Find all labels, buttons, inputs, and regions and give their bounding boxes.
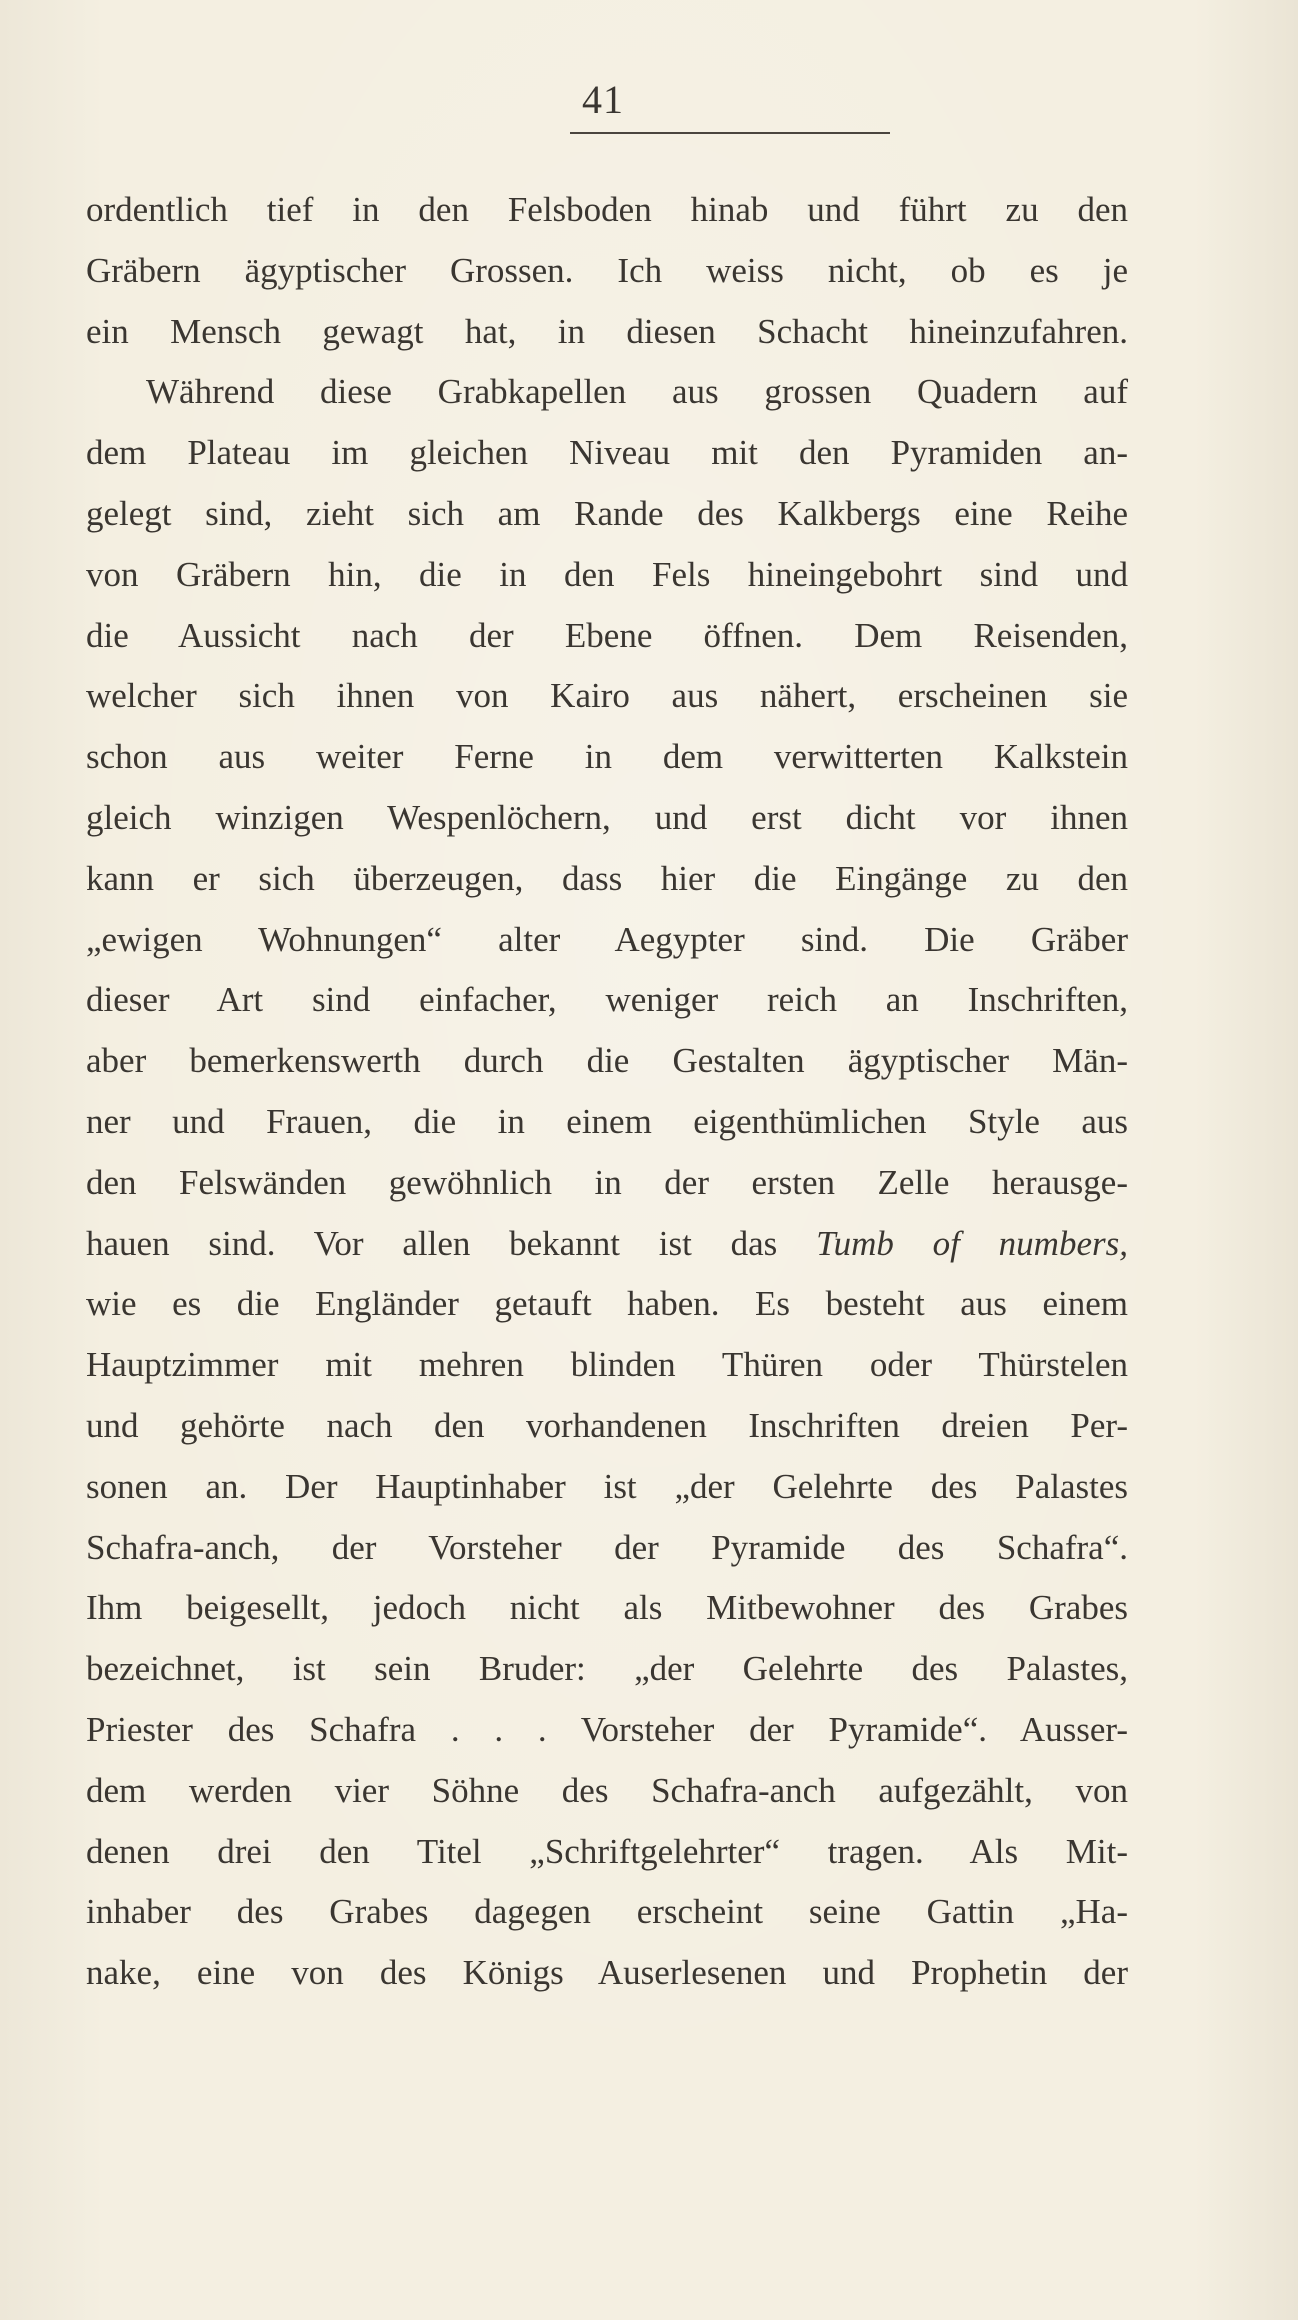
- page-number: 41: [582, 77, 624, 122]
- text-line: ein Mensch gewagt hat, in diesen Schacht hineinzufahren.: [86, 311, 1128, 351]
- body-text: [86, 180, 1128, 2004]
- text-line: Ihm beigesellt, jedoch nicht als Mitbewohner des Grabes: [86, 1588, 1128, 1628]
- text-line: gleich winzigen Wespenlöchern, und erst dicht vor ihnen: [86, 797, 1128, 837]
- text-line: ordentlich tief in den Felsboden hinab und führt zu den: [86, 190, 1128, 229]
- text-line: welcher sich ihnen von Kairo aus nähert, erscheinen sie: [86, 676, 1128, 716]
- text-line: dieser Art sind einfacher, weniger reich an Inschriften,: [86, 980, 1128, 1020]
- text-line: dem Plateau im gleichen Niveau mit den Pyramiden an-: [86, 433, 1128, 473]
- text-line-part: hauen sind. Vor allen bekannt ist das: [86, 1223, 817, 1263]
- text-line: inhaber des Grabes dagegen erscheint seine Gattin „Ha-: [86, 1892, 1128, 1932]
- text-line: den Felswänden gewöhnlich in der ersten Zelle herausge-: [86, 1162, 1128, 1202]
- text-line: Hauptzimmer mit mehren blinden Thüren oder Thürstelen: [86, 1345, 1128, 1385]
- text-line: und gehörte nach den vorhandenen Inschriften dreien Per-: [86, 1405, 1128, 1445]
- text-line: Während diese Grabkapellen aus grossen Quadern auf: [146, 372, 1128, 412]
- text-line: ner und Frauen, die in einem eigenthümlichen Style aus: [86, 1101, 1128, 1141]
- text-line: „ewigen Wohnungen“ alter Aegypter sind. Die Gräber: [86, 919, 1128, 959]
- text-line: aber bemerkenswerth durch die Gestalten ägyptischer Män-: [86, 1041, 1128, 1081]
- text-line: bezeichnet, ist sein Bruder: „der Gelehrte des Palastes,: [86, 1649, 1128, 1689]
- text-line: Schafra-anch, der Vorsteher der Pyramide des Schafra“.: [86, 1527, 1128, 1567]
- text-line: die Aussicht nach der Ebene öffnen. Dem Reisenden,: [86, 615, 1128, 655]
- text-line: sonen an. Der Hauptinhaber ist „der Gelehrte des Palastes: [86, 1466, 1128, 1506]
- text-line: denen drei den Titel „Schriftgelehrter“ tragen. Als Mit-: [86, 1831, 1128, 1871]
- text-line: gelegt sind, zieht sich am Rande des Kalkbergs eine Reihe: [86, 493, 1128, 533]
- text-line: nake, eine von des Königs Auserlesenen und Prophetin der: [86, 1953, 1128, 1993]
- text-line: kann er sich überzeugen, dass hier die Eingänge zu den: [86, 858, 1128, 898]
- italic-title: Tumb of numbers,: [816, 1223, 1128, 1263]
- text-line: wie es die Engländer getauft haben. Es besteht aus einem: [86, 1284, 1128, 1324]
- text-line-with-italic: [86, 1214, 1128, 1275]
- header-rule: [570, 132, 890, 134]
- text-line: Gräbern ägyptischer Grossen. Ich weiss nicht, ob es je: [86, 250, 1128, 290]
- text-line: schon aus weiter Ferne in dem verwitterten Kalkstein: [86, 737, 1128, 777]
- text-line: Priester des Schafra . . . Vorsteher der Pyramide“. Ausser-: [86, 1709, 1128, 1749]
- text-line: dem werden vier Söhne des Schafra-anch aufgezählt, von: [86, 1770, 1128, 1810]
- text-line: von Gräbern hin, die in den Fels hineingebohrt sind und: [86, 554, 1128, 594]
